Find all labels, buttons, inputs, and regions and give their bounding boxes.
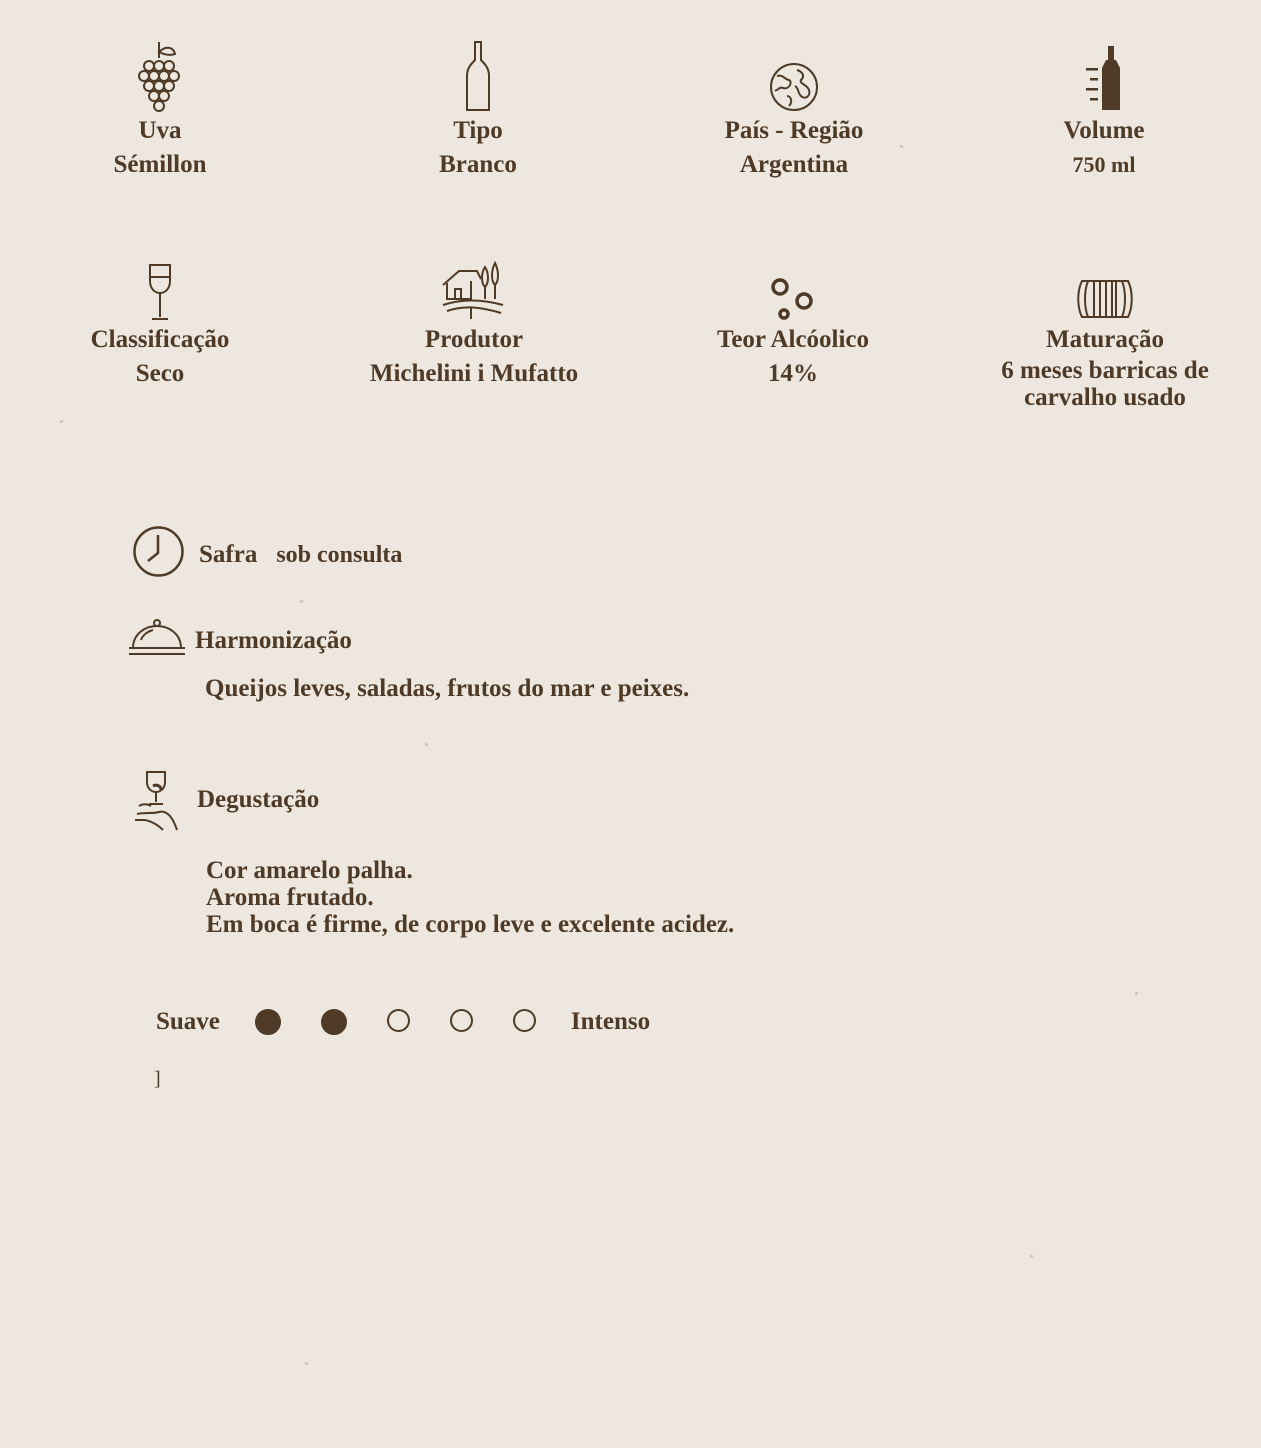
spec-volume: [989, 36, 1219, 182]
spec-value: Argentina: [739, 151, 849, 178]
safra-row: [132, 525, 402, 585]
spec-value: Michelini i Mufatto: [369, 360, 579, 387]
safra-value: sob consulta: [276, 541, 403, 568]
winery-icon: [359, 245, 589, 321]
tasting-text: [206, 857, 734, 938]
intensity-dot-filled: [255, 1009, 281, 1035]
paper-speck: [300, 600, 303, 603]
clock-icon: [132, 525, 185, 585]
bottle-outline-icon: [363, 36, 593, 112]
tasting-hand-icon: [133, 768, 181, 841]
spec-type: [363, 36, 593, 182]
barrel-icon: [990, 245, 1220, 321]
safra-label: Safra: [199, 541, 258, 568]
intensity-dot-empty: [450, 1009, 473, 1032]
intensity-dot-empty: [513, 1009, 536, 1032]
spec-value: 750 ml: [1072, 152, 1136, 177]
harmonization-label: Harmonização: [195, 626, 352, 654]
intensity-scale: [156, 1008, 650, 1036]
spec-label: Uva: [138, 117, 182, 144]
spec-label: Produtor: [424, 326, 524, 353]
paper-speck: [1135, 992, 1138, 995]
spec-label: Volume: [1063, 117, 1145, 144]
bracket-mark: ]: [154, 1068, 161, 1090]
wine-glass-icon: [45, 245, 275, 321]
intensity-dot-empty: [387, 1009, 410, 1032]
spec-producer: [359, 245, 589, 391]
intensity-dots: [255, 1009, 536, 1035]
harmonization-text: Queijos leves, saladas, frutos do mar e peixes.: [205, 675, 690, 702]
intensity-max-label: Intenso: [570, 1008, 651, 1035]
tasting-label: Degustação: [197, 786, 320, 813]
spec-label: Maturação: [1045, 326, 1165, 353]
paper-speck: [60, 420, 63, 423]
spec-value: Branco: [439, 151, 517, 178]
spec-value: 14%: [768, 360, 818, 387]
spec-country: [679, 36, 909, 182]
spec-grape: [45, 36, 275, 182]
paper-speck: [305, 1362, 308, 1365]
spec-label: Classificação: [90, 326, 230, 353]
harmonization-section: [127, 618, 689, 703]
spec-maturation: [990, 245, 1220, 411]
paper-speck: [425, 743, 428, 746]
spec-label: Teor Alcóolico: [716, 326, 870, 353]
intensity-min-label: Suave: [156, 1008, 220, 1035]
spec-classification: [45, 245, 275, 391]
spec-label: País - Região: [724, 117, 864, 144]
bubbles-icon: [678, 245, 908, 321]
tasting-line: Cor amarelo palha.: [206, 857, 413, 884]
spec-value: Sémillon: [113, 151, 207, 178]
tasting-line: Aroma frutado.: [206, 884, 374, 911]
cloche-icon: [127, 618, 187, 663]
globe-icon: [679, 36, 909, 112]
spec-value: 6 meses barricas de carvalho usado: [1001, 357, 1209, 411]
intensity-dot-filled: [321, 1009, 347, 1035]
spec-label: Tipo: [453, 117, 503, 144]
spec-value: Seco: [135, 360, 185, 387]
tasting-section: [133, 768, 734, 938]
spec-alcohol: [678, 245, 908, 391]
grape-icon: [45, 36, 275, 112]
paper-speck: [1030, 1255, 1033, 1258]
tasting-line: Em boca é firme, de corpo leve e excelente acidez.: [206, 911, 735, 938]
bottle-volume-icon: [989, 36, 1219, 112]
